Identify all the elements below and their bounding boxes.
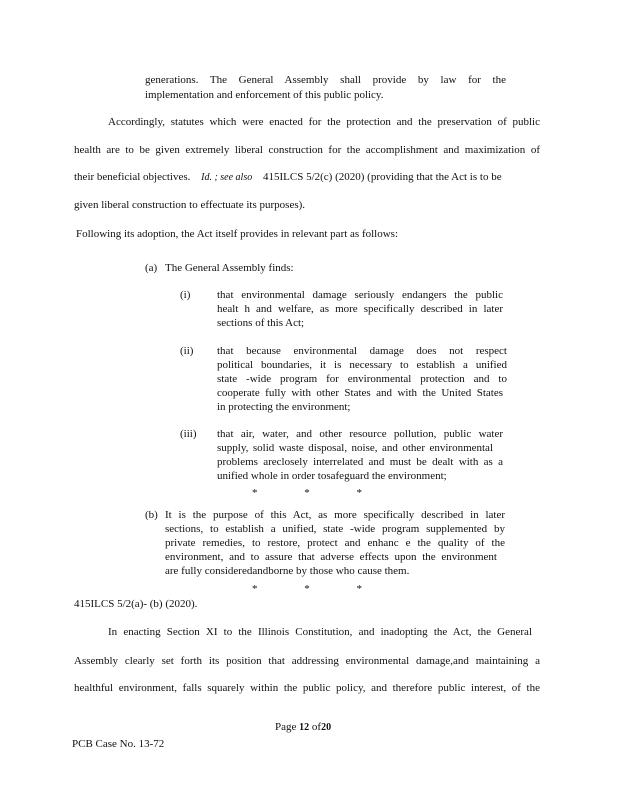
item-i-line-2: healt h and welfare, as more specifically described in later: [217, 303, 503, 315]
item-ii-line-5: in protecting the environment;: [217, 401, 351, 413]
case-number: PCB Case No. 13-72: [72, 738, 165, 750]
page-number-total: 20: [321, 722, 332, 733]
item-ii-line-1: that because environmental damage does not respect: [217, 345, 507, 357]
page-number-prefix: Page: [275, 721, 297, 733]
section-b-ellipsis-stars: * * *: [252, 583, 384, 595]
enacting-line-2: Assembly clearly set forth its position that addressing environmental damage,and maintaining a: [74, 655, 540, 667]
accordingly-line-2: health are to be given extremely liberal construction for the accomplishment and maximization of: [74, 144, 540, 156]
item-ii-line-2: political boundaries, it is necessary to establish a unified: [217, 359, 507, 371]
item-ii-number: (ii): [180, 345, 194, 357]
page-number: [275, 721, 331, 734]
section-b-line-1: It is the purpose of this Act, as more specifically described in later: [165, 509, 505, 521]
statute-citation: 415ILCS 5/2(a)- (b) (2020).: [74, 598, 198, 610]
top-paragraph-line-1: generations. The General Assembly shall provide by law for the: [145, 74, 506, 86]
section-a-label: (a): [145, 262, 158, 274]
accordingly-line-3-post: 415ILCS 5/2(c) (2020) (providing that the Act is to be: [262, 171, 502, 183]
item-i-line-1: that environmental damage seriously endangers the public: [217, 289, 503, 301]
enacting-line-3: healthful environment, falls squarely within the public policy, and therefore public interest, of the: [74, 682, 540, 694]
section-a-ellipsis-stars: * * *: [252, 487, 384, 499]
section-b-line-4: environment, and to assure that adverse effects upon the environment: [165, 551, 497, 563]
section-a-heading: The General Assembly finds:: [165, 262, 294, 274]
item-iii-number: (iii): [180, 428, 197, 440]
section-b-label: (b): [145, 509, 158, 521]
page-number-of: of: [311, 721, 322, 733]
item-ii-line-4: cooperate fully with other States and with the United States: [217, 387, 503, 399]
section-b-line-5: are fully consideredandborne by those who cause them.: [165, 565, 410, 577]
page-number-current: 12: [299, 722, 310, 733]
item-iii-line-1: that air, water, and other resource pollution, public water: [217, 428, 503, 440]
item-iii-line-2: supply, solid waste disposal, noise, and other environmental: [217, 442, 493, 454]
top-paragraph-line-2: implementation and enforcement of this public policy.: [145, 89, 384, 101]
following-line: Following its adoption, the Act itself provides in relevant part as follows:: [76, 228, 399, 240]
accordingly-line-1: Accordingly, statutes which were enacted for the protection and the preservation of public: [108, 116, 540, 128]
accordingly-line-3: [74, 171, 502, 184]
accordingly-line-4: given liberal construction to effectuate its purposes).: [74, 199, 306, 211]
item-ii-line-3: state -wide program for environmental protection and to: [217, 373, 507, 385]
section-b-line-2: sections, to establish a unified, state -wide program supplemented by: [165, 523, 505, 535]
enacting-line-1: In enacting Section XI to the Illinois Constitution, and inadopting the Act, the General: [108, 626, 532, 638]
item-i-number: (i): [180, 289, 191, 301]
item-i-line-3: sections of this Act;: [217, 317, 305, 329]
accordingly-line-3-italic: Id. ; see also: [201, 172, 253, 183]
item-iii-line-3: problems areclosely interrelated and must be dealt with as a: [217, 456, 503, 468]
section-b-line-3: private remedies, to restore, protect and enhanc e the quality of the: [165, 537, 505, 549]
accordingly-line-3-pre: their beneficial objectives.: [74, 171, 191, 183]
item-iii-line-4: unified whole in order tosafeguard the environment;: [217, 470, 447, 482]
